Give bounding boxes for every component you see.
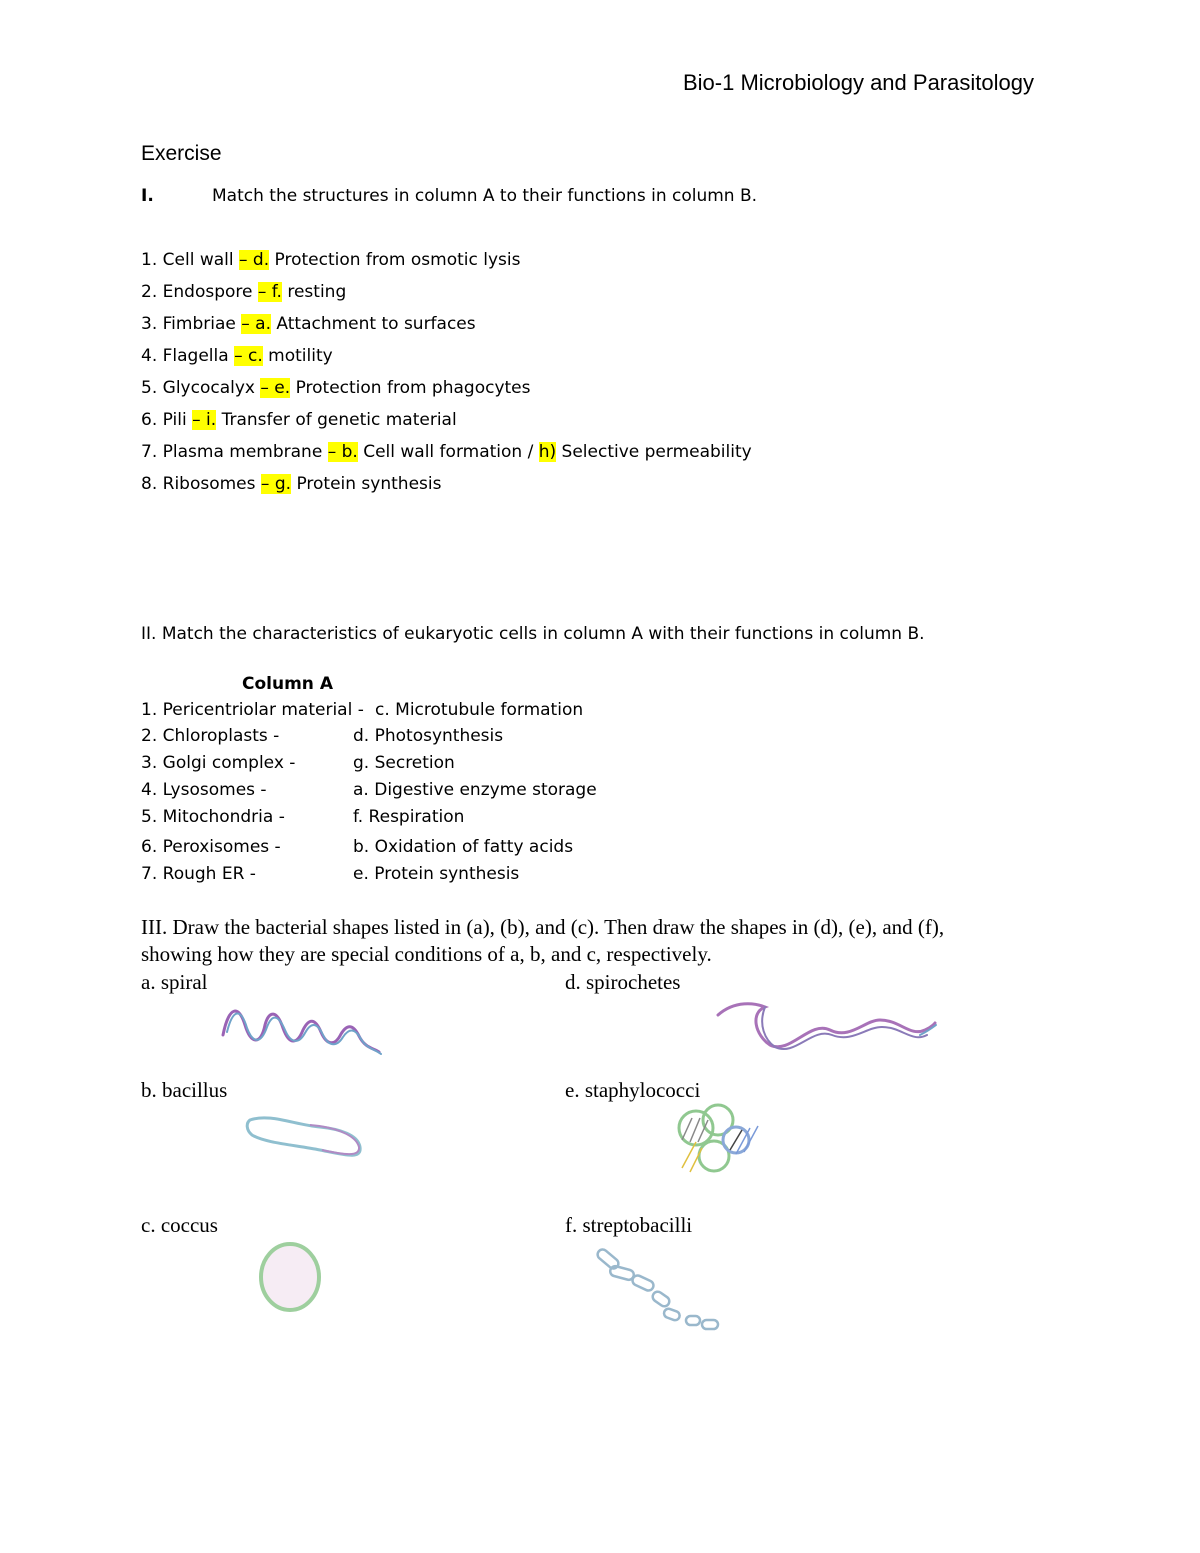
answer-letter: d. — [252, 250, 270, 270]
answer-highlight — [239, 250, 269, 270]
section1-match-row — [141, 346, 333, 366]
row-number: 5. — [141, 807, 158, 827]
function-text: Protection from osmotic lysis — [274, 250, 521, 270]
answer-letter: e. — [274, 378, 291, 398]
document-header-title: Bio-1 Microbiology and Parasitology — [683, 70, 1034, 95]
function-text-2: Selective permeability — [561, 442, 752, 462]
row-number: 3. — [141, 753, 158, 773]
dash: – — [260, 378, 269, 398]
label-spiral: a. spiral — [141, 970, 208, 994]
characteristic-name: Chloroplasts - — [162, 726, 280, 746]
column-b-item: d. Photosynthesis — [353, 726, 504, 746]
function-text: Cell wall formation / — [363, 442, 534, 462]
label-staphylococci: e. staphylococci — [565, 1078, 701, 1102]
section1-match-row — [141, 442, 752, 462]
row-number: 2. — [141, 282, 158, 302]
label-bacillus: b. bacillus — [141, 1078, 228, 1102]
row-number: 4. — [141, 780, 158, 800]
row-number: 3. — [141, 314, 158, 334]
characteristic-name: Peroxisomes - — [162, 837, 281, 857]
answer-highlight — [234, 346, 263, 366]
column-b-item: e. Protein synthesis — [353, 864, 520, 884]
row-number: 2. — [141, 726, 158, 746]
answer-highlight — [261, 474, 291, 494]
answer-letter: c. — [248, 346, 263, 366]
structure-name: Pili — [162, 410, 187, 430]
bacillus-drawing — [240, 1105, 370, 1165]
section1-match-row — [141, 474, 441, 494]
column-a-item — [141, 753, 295, 773]
section1-match-row — [141, 250, 520, 270]
answer-highlight — [260, 378, 290, 398]
structure-name: Plasma membrane — [162, 442, 323, 462]
row-number: 4. — [141, 346, 158, 366]
column-a-item — [141, 700, 364, 720]
characteristic-name: Golgi complex - — [162, 753, 296, 773]
dash: – — [241, 314, 250, 334]
dash: – — [260, 474, 270, 494]
function-text: resting — [287, 282, 347, 302]
answer-highlight — [258, 282, 282, 302]
structure-name: Glycocalyx — [162, 378, 255, 398]
dash: – — [239, 250, 248, 270]
section3-instruction-line2: showing how they are special conditions of a, b, and c, respectively. — [141, 942, 712, 966]
section2-instruction: II. Match the characteristics of eukaryotic cells in column A with their functions in column B. — [141, 624, 925, 644]
structure-name: Fimbriae — [162, 314, 236, 334]
column-a-item — [141, 726, 279, 746]
answer-letter: f. — [271, 282, 282, 302]
section1-match-row — [141, 282, 346, 302]
answer-highlight — [328, 442, 358, 462]
characteristic-name: Rough ER - — [162, 864, 256, 884]
structure-name: Flagella — [162, 346, 229, 366]
answer-letter: g. — [274, 474, 292, 494]
column-b-item: a. Digestive enzyme storage — [353, 780, 597, 800]
spiral-drawing — [215, 1000, 390, 1065]
section1-instruction: Match the structures in column A to their functions in column B. — [212, 186, 758, 206]
function-text: Transfer of genetic material — [221, 410, 457, 430]
column-a-item — [141, 807, 285, 827]
dash: – — [234, 346, 243, 366]
answer-letter: a. — [255, 314, 271, 334]
label-coccus: c. coccus — [141, 1213, 218, 1237]
characteristic-name: Lysosomes - — [162, 780, 267, 800]
coccus-drawing — [255, 1240, 325, 1315]
row-number: 7. — [141, 864, 158, 884]
answer-highlight — [241, 314, 271, 334]
row-number: 8. — [141, 474, 158, 494]
row-number: 6. — [141, 837, 158, 857]
section1-match-row — [141, 314, 476, 334]
column-b-item: f. Respiration — [353, 807, 465, 827]
row-number: 5. — [141, 378, 158, 398]
row-number: 1. — [141, 700, 158, 720]
characteristic-name: Mitochondria - — [162, 807, 285, 827]
staphylococci-drawing — [670, 1100, 770, 1180]
structure-name: Endospore — [162, 282, 253, 302]
label-streptobacilli: f. streptobacilli — [565, 1213, 693, 1237]
structure-name: Cell wall — [162, 250, 234, 270]
section3-instruction-line1: III. Draw the bacterial shapes listed in (a), (b), and (c). Then draw the shapes in (d), (e), and (f), — [141, 915, 945, 939]
exercise-title: Exercise — [141, 142, 222, 165]
structure-name: Ribosomes — [162, 474, 256, 494]
section1-number: I. — [141, 186, 154, 206]
answer-letter: i. — [206, 410, 217, 430]
section1-match-row — [141, 410, 457, 430]
function-text: Protein synthesis — [296, 474, 442, 494]
section1-match-row — [141, 378, 531, 398]
spirochetes-drawing — [710, 995, 945, 1060]
row-number: 6. — [141, 410, 158, 430]
function-text: Protection from phagocytes — [295, 378, 531, 398]
answer-letter: b. — [341, 442, 358, 462]
row-number: 1. — [141, 250, 158, 270]
dash: – — [192, 410, 201, 430]
row-number: 7. — [141, 442, 158, 462]
dash: – — [257, 282, 267, 302]
column-a-item — [141, 864, 256, 884]
characteristic-name: Pericentriolar material - — [162, 700, 364, 720]
function-text: motility — [268, 346, 333, 366]
answer-letter-2: h) — [538, 442, 557, 462]
column-b-item: g. Secretion — [353, 753, 455, 773]
column-a-header: Column A — [242, 674, 333, 694]
label-spirochetes: d. spirochetes — [565, 970, 681, 994]
column-a-item — [141, 837, 281, 857]
column-b-item: b. Oxidation of fatty acids — [353, 837, 574, 857]
function-text: Attachment to surfaces — [276, 314, 476, 334]
streptobacilli-drawing — [590, 1248, 730, 1338]
column-b-item: c. Microtubule formation — [375, 700, 584, 720]
answer-highlight — [192, 410, 216, 430]
dash: – — [327, 442, 337, 462]
column-a-item — [141, 780, 267, 800]
